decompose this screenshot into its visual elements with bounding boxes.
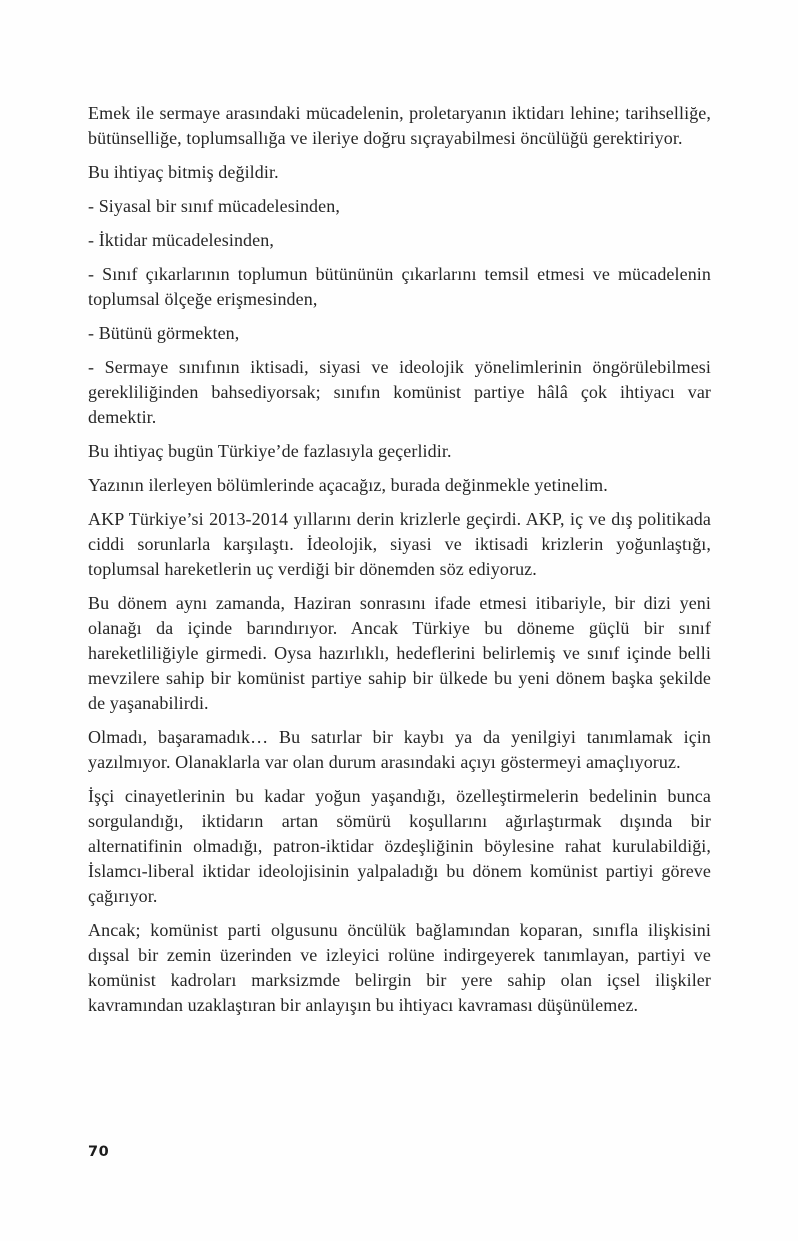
body-text <box>88 101 711 1027</box>
paragraph: Ancak; komünist parti olgusunu öncülük bağlamından koparan, sınıfla ilişkisini dışsal bir zemin üzerinden ve izleyici rolüne indirgeyerek tanımlayan, partiyi ve komünist kadroları marksizmde belirgin bir yere sahip olan içsel ilişkiler kavramından uzaklaştıran bir anlayışın bu ihtiyacı kavraması düşünülemez. <box>88 920 711 1015</box>
page-number: 70 <box>88 1144 110 1160</box>
paragraph: Bu ihtiyaç bugün Türkiye’de fazlasıyla geçerlidir. <box>88 441 452 461</box>
paragraph: Bu dönem aynı zamanda, Haziran sonrasını ifade etmesi itibariyle, bir dizi yeni olanağı da içinde barındırıyor. Ancak Türkiye bu döneme güçlü bir sınıf hareketliliğiyle girmedi. Oysa hazırlıklı, hedeflerini belirlemiş ve sınıf içinde belli mevzilere sahip bir komünist partiye sahip bir ülkede bu yeni dönem başka şekilde de yaşanabilirdi. <box>88 593 711 713</box>
paragraph: Olmadı, başaramadık… Bu satırlar bir kaybı ya da yenilgiyi tanımlamak için yazılmıyor. Olanaklarla var olan durum arasındaki açıyı göstermeyi amaçlıyoruz. <box>88 727 711 772</box>
paragraph: - İktidar mücadelesinden, <box>88 230 274 250</box>
paragraph: - Siyasal bir sınıf mücadelesinden, <box>88 196 340 216</box>
paragraph: - Sınıf çıkarlarının toplumun bütününün çıkarlarını temsil etmesi ve mücadelenin toplumsal ölçeğe erişmesinden, <box>88 264 711 309</box>
paragraph: - Sermaye sınıfının iktisadi, siyasi ve ideolojik yönelimlerinin öngörülebilmesi gerekliliğinden bahsediyorsak; sınıfın komünist partiye hâlâ çok ihtiyacı var demektir. <box>88 357 711 427</box>
paragraph: Yazının ilerleyen bölümlerinde açacağız, burada değinmekle yetinelim. <box>88 475 608 495</box>
paragraph: Bu ihtiyaç bitmiş değildir. <box>88 162 279 182</box>
paragraph: İşçi cinayetlerinin bu kadar yoğun yaşandığı, özelleştirmelerin bedelinin bunca sorgulandığı, iktidarın artan sömürü koşullarını ağırlaştırmak dışında bir alternatifinin olmadığı, patron-iktidar özdeşliğinin böylesine rahat kurulabildiği, İslamcı-liberal iktidar ideolojisinin yalpaladığı bu dönem komünist partiyi göreve çağırıyor. <box>88 786 711 906</box>
paragraph: AKP Türkiye’si 2013-2014 yıllarını derin krizlerle geçirdi. AKP, iç ve dış politikada ciddi sorunlarla karşılaştı. İdeolojik, siyasi ve iktisadi krizlerin yoğunlaştığı, toplumsal hareketlerin uç verdiği bir dönemden söz ediyoruz. <box>88 509 711 579</box>
paragraph: Emek ile sermaye arasındaki mücadelenin, proletaryanın iktidarı lehine; tarihselliğe, bütünselliğe, toplumsallığa ve ileriye doğru sıçrayabilmesi öncülüğü gerektiriyor. <box>88 103 711 148</box>
paragraph: - Bütünü görmekten, <box>88 323 240 343</box>
